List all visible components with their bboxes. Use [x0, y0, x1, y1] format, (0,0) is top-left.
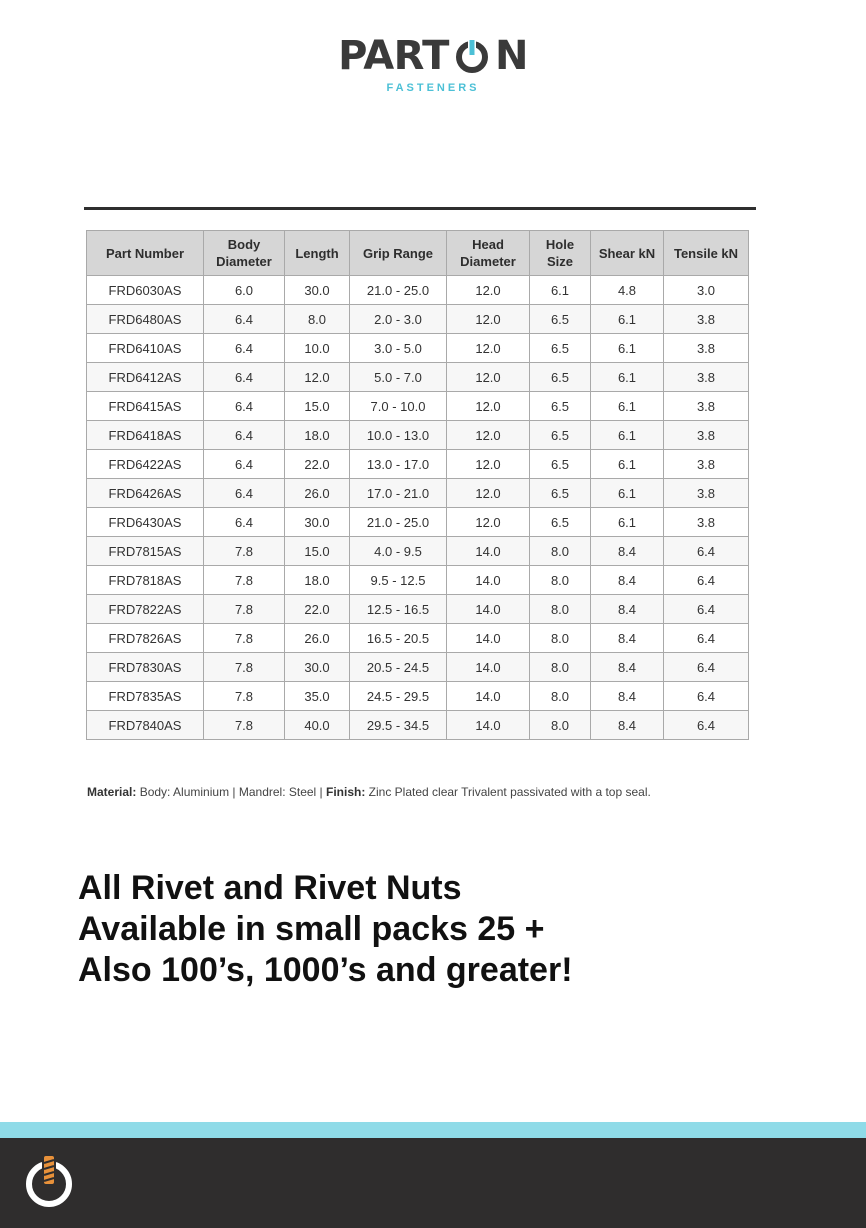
cell-tensile: 3.8: [664, 305, 749, 334]
cell-tensile: 6.4: [664, 711, 749, 740]
table-row: [87, 334, 749, 363]
cell-length: 26.0: [285, 479, 350, 508]
cell-body-diameter: 7.8: [204, 566, 285, 595]
finish-label: Finish:: [326, 785, 366, 799]
material-note: [87, 785, 651, 799]
cell-hole-size: 8.0: [530, 624, 591, 653]
table-row: [87, 450, 749, 479]
cell-shear: 6.1: [591, 305, 664, 334]
cell-head-diameter: 14.0: [447, 682, 530, 711]
cell-length: 18.0: [285, 566, 350, 595]
cell-hole-size: 6.1: [530, 276, 591, 305]
table-body: [87, 276, 749, 740]
bolt-power-icon: [24, 1154, 74, 1208]
logo-text-n: N: [494, 33, 528, 79]
cell-hole-size: 6.5: [530, 392, 591, 421]
cell-tensile: 6.4: [664, 624, 749, 653]
table-row: [87, 276, 749, 305]
header-grip-range: Grip Range: [350, 231, 447, 276]
cell-hole-size: 6.5: [530, 363, 591, 392]
cell-hole-size: 6.5: [530, 334, 591, 363]
table-row: [87, 653, 749, 682]
finish-text: Zinc Plated clear Trivalent passivated with a top seal.: [365, 785, 651, 799]
cell-grip-range: 2.0 - 3.0: [350, 305, 447, 334]
header-part-number: Part Number: [87, 231, 204, 276]
table-row: [87, 392, 749, 421]
cell-length: 35.0: [285, 682, 350, 711]
cell-length: 18.0: [285, 421, 350, 450]
logo-text-part: PART: [338, 33, 449, 79]
logo-wordmark: [338, 33, 528, 79]
cell-shear: 8.4: [591, 537, 664, 566]
cell-part-number: FRD6410AS: [87, 334, 204, 363]
cell-tensile: 6.4: [664, 682, 749, 711]
cell-part-number: FRD7835AS: [87, 682, 204, 711]
cell-shear: 4.8: [591, 276, 664, 305]
cell-head-diameter: 14.0: [447, 711, 530, 740]
cell-grip-range: 7.0 - 10.0: [350, 392, 447, 421]
cell-hole-size: 6.5: [530, 479, 591, 508]
cell-grip-range: 21.0 - 25.0: [350, 276, 447, 305]
table-row: [87, 363, 749, 392]
cell-part-number: FRD6030AS: [87, 276, 204, 305]
promo-text: [78, 868, 573, 991]
cell-length: 30.0: [285, 653, 350, 682]
cell-head-diameter: 12.0: [447, 392, 530, 421]
header-divider: [84, 207, 756, 210]
cell-part-number: FRD7830AS: [87, 653, 204, 682]
table-row: [87, 595, 749, 624]
cell-tensile: 6.4: [664, 595, 749, 624]
promo-line: Also 100’s, 1000’s and greater!: [78, 951, 573, 989]
cell-length: 15.0: [285, 537, 350, 566]
cell-head-diameter: 12.0: [447, 421, 530, 450]
cell-grip-range: 16.5 - 20.5: [350, 624, 447, 653]
cell-length: 22.0: [285, 450, 350, 479]
cell-body-diameter: 6.4: [204, 363, 285, 392]
cell-length: 15.0: [285, 392, 350, 421]
header-head-diameter: Head Diameter: [447, 231, 530, 276]
cell-length: 8.0: [285, 305, 350, 334]
cell-grip-range: 21.0 - 25.0: [350, 508, 447, 537]
cell-part-number: FRD7840AS: [87, 711, 204, 740]
cell-shear: 8.4: [591, 653, 664, 682]
cell-grip-range: 4.0 - 9.5: [350, 537, 447, 566]
cell-body-diameter: 6.4: [204, 305, 285, 334]
cell-shear: 8.4: [591, 566, 664, 595]
cell-tensile: 6.4: [664, 566, 749, 595]
cell-body-diameter: 6.4: [204, 392, 285, 421]
cell-head-diameter: 12.0: [447, 334, 530, 363]
cell-tensile: 6.4: [664, 653, 749, 682]
cell-body-diameter: 7.8: [204, 653, 285, 682]
cell-body-diameter: 6.4: [204, 334, 285, 363]
cell-body-diameter: 6.4: [204, 421, 285, 450]
cell-body-diameter: 6.0: [204, 276, 285, 305]
cell-hole-size: 8.0: [530, 711, 591, 740]
cell-grip-range: 20.5 - 24.5: [350, 653, 447, 682]
header-hole-size: Hole Size: [530, 231, 591, 276]
table-row: [87, 711, 749, 740]
cell-grip-range: 17.0 - 21.0: [350, 479, 447, 508]
cell-head-diameter: 14.0: [447, 537, 530, 566]
cell-grip-range: 10.0 - 13.0: [350, 421, 447, 450]
table-row: [87, 682, 749, 711]
cell-length: 22.0: [285, 595, 350, 624]
cell-hole-size: 6.5: [530, 508, 591, 537]
cell-head-diameter: 14.0: [447, 595, 530, 624]
cell-hole-size: 8.0: [530, 566, 591, 595]
table-row: [87, 479, 749, 508]
spec-table: [86, 230, 749, 740]
table-row: [87, 537, 749, 566]
header-length: Length: [285, 231, 350, 276]
cell-tensile: 3.8: [664, 392, 749, 421]
material-label: Material:: [87, 785, 137, 799]
cell-hole-size: 6.5: [530, 305, 591, 334]
power-o-icon: [455, 39, 489, 73]
cell-part-number: FRD6412AS: [87, 363, 204, 392]
cell-grip-range: 12.5 - 16.5: [350, 595, 447, 624]
cell-head-diameter: 14.0: [447, 624, 530, 653]
cell-body-diameter: 7.8: [204, 624, 285, 653]
cell-grip-range: 29.5 - 34.5: [350, 711, 447, 740]
cell-body-diameter: 7.8: [204, 537, 285, 566]
cell-body-diameter: 7.8: [204, 682, 285, 711]
cell-part-number: FRD6418AS: [87, 421, 204, 450]
cell-tensile: 6.4: [664, 537, 749, 566]
table-row: [87, 305, 749, 334]
cell-head-diameter: 12.0: [447, 363, 530, 392]
cell-shear: 8.4: [591, 711, 664, 740]
cell-hole-size: 8.0: [530, 595, 591, 624]
cell-tensile: 3.8: [664, 421, 749, 450]
cell-hole-size: 8.0: [530, 537, 591, 566]
cell-shear: 6.1: [591, 334, 664, 363]
table-row: [87, 566, 749, 595]
cell-part-number: FRD6426AS: [87, 479, 204, 508]
cell-grip-range: 13.0 - 17.0: [350, 450, 447, 479]
table-row: [87, 624, 749, 653]
cell-shear: 8.4: [591, 624, 664, 653]
cell-shear: 6.1: [591, 363, 664, 392]
cell-body-diameter: 6.4: [204, 479, 285, 508]
table-row: [87, 421, 749, 450]
cell-part-number: FRD6415AS: [87, 392, 204, 421]
cell-hole-size: 6.5: [530, 421, 591, 450]
promo-line: All Rivet and Rivet Nuts: [78, 869, 462, 907]
cell-tensile: 3.8: [664, 508, 749, 537]
cell-part-number: FRD6430AS: [87, 508, 204, 537]
cell-tensile: 3.0: [664, 276, 749, 305]
cell-grip-range: 9.5 - 12.5: [350, 566, 447, 595]
header-shear: Shear kN: [591, 231, 664, 276]
cell-length: 30.0: [285, 508, 350, 537]
cell-head-diameter: 12.0: [447, 305, 530, 334]
cell-grip-range: 3.0 - 5.0: [350, 334, 447, 363]
cell-part-number: FRD6480AS: [87, 305, 204, 334]
cell-shear: 6.1: [591, 508, 664, 537]
promo-line: Available in small packs 25 +: [78, 910, 545, 948]
cell-head-diameter: 12.0: [447, 508, 530, 537]
brand-logo: [0, 33, 866, 94]
cell-shear: 8.4: [591, 595, 664, 624]
cell-head-diameter: 12.0: [447, 450, 530, 479]
cell-grip-range: 24.5 - 29.5: [350, 682, 447, 711]
cell-hole-size: 8.0: [530, 682, 591, 711]
table-row: [87, 508, 749, 537]
cell-head-diameter: 12.0: [447, 479, 530, 508]
header-tensile: Tensile kN: [664, 231, 749, 276]
cell-part-number: FRD7818AS: [87, 566, 204, 595]
cell-shear: 6.1: [591, 421, 664, 450]
table-header-row: [87, 231, 749, 276]
cell-body-diameter: 6.4: [204, 450, 285, 479]
cell-head-diameter: 14.0: [447, 653, 530, 682]
logo-subtitle: FASTENERS: [386, 82, 480, 94]
material-text: Body: Aluminium | Mandrel: Steel |: [136, 785, 327, 799]
footer-bar: [0, 1138, 866, 1228]
cell-part-number: FRD6422AS: [87, 450, 204, 479]
cell-shear: 6.1: [591, 450, 664, 479]
cell-length: 40.0: [285, 711, 350, 740]
cell-length: 26.0: [285, 624, 350, 653]
footer-stripe: [0, 1122, 866, 1138]
cell-shear: 6.1: [591, 392, 664, 421]
cell-shear: 8.4: [591, 682, 664, 711]
cell-tensile: 3.8: [664, 334, 749, 363]
cell-part-number: FRD7815AS: [87, 537, 204, 566]
cell-part-number: FRD7822AS: [87, 595, 204, 624]
cell-tensile: 3.8: [664, 363, 749, 392]
cell-tensile: 3.8: [664, 479, 749, 508]
cell-body-diameter: 6.4: [204, 508, 285, 537]
cell-length: 10.0: [285, 334, 350, 363]
cell-head-diameter: 12.0: [447, 276, 530, 305]
header-body-diameter: Body Diameter: [204, 231, 285, 276]
cell-hole-size: 8.0: [530, 653, 591, 682]
cell-body-diameter: 7.8: [204, 711, 285, 740]
cell-shear: 6.1: [591, 479, 664, 508]
cell-grip-range: 5.0 - 7.0: [350, 363, 447, 392]
cell-length: 12.0: [285, 363, 350, 392]
cell-length: 30.0: [285, 276, 350, 305]
cell-tensile: 3.8: [664, 450, 749, 479]
cell-part-number: FRD7826AS: [87, 624, 204, 653]
cell-head-diameter: 14.0: [447, 566, 530, 595]
cell-hole-size: 6.5: [530, 450, 591, 479]
cell-body-diameter: 7.8: [204, 595, 285, 624]
